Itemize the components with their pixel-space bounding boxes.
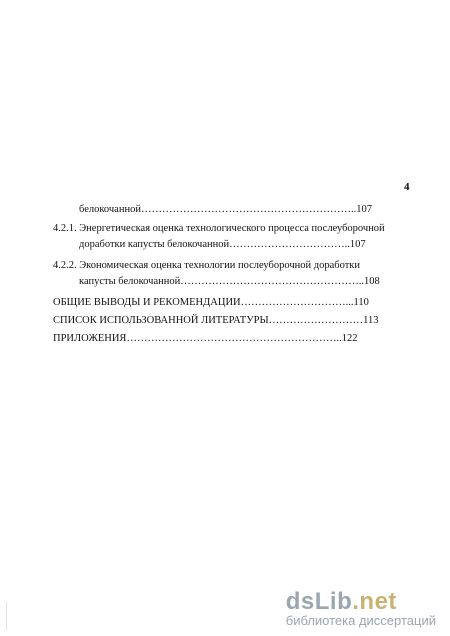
dslib-watermark — [286, 590, 436, 628]
toc-entry-4-2-1-title: 4.2.1. Энергетическая оценка технологического процесса послеуборочной — [53, 223, 385, 234]
toc-entry-conclusions: ОБЩИЕ ВЫВОДЫ И РЕКОМЕНДАЦИИ…………………………...110 — [53, 297, 369, 308]
watermark-brand-accent: .net — [352, 588, 397, 615]
scan-edge-mark — [6, 602, 19, 630]
toc-entry-continuation: белокочанной……………………………………………………..107 — [79, 204, 372, 215]
watermark-subtitle: библиотека диссертаций — [285, 613, 436, 628]
toc-entry-references: СПИСОК ИСПОЛЬЗОВАННОЙ ЛИТЕРАТУРЫ………………………113 — [53, 315, 379, 326]
page-number: 4 — [404, 181, 410, 193]
watermark-brand-main: dsLib — [285, 588, 353, 615]
toc-entry-4-2-2-title: 4.2.2. Экономическая оценка технологии послеуборочной доработки — [53, 260, 361, 271]
watermark-brand — [286, 590, 436, 614]
toc-entry-4-2-2-page: капусты белокочанной……………………………………………..108 — [79, 276, 380, 287]
toc-entry-appendices: ПРИЛОЖЕНИЯ……………………………………………………..122 — [53, 333, 358, 344]
toc-entry-4-2-1-page: доработки капусты белокочанной……………………………..107 — [79, 239, 366, 250]
